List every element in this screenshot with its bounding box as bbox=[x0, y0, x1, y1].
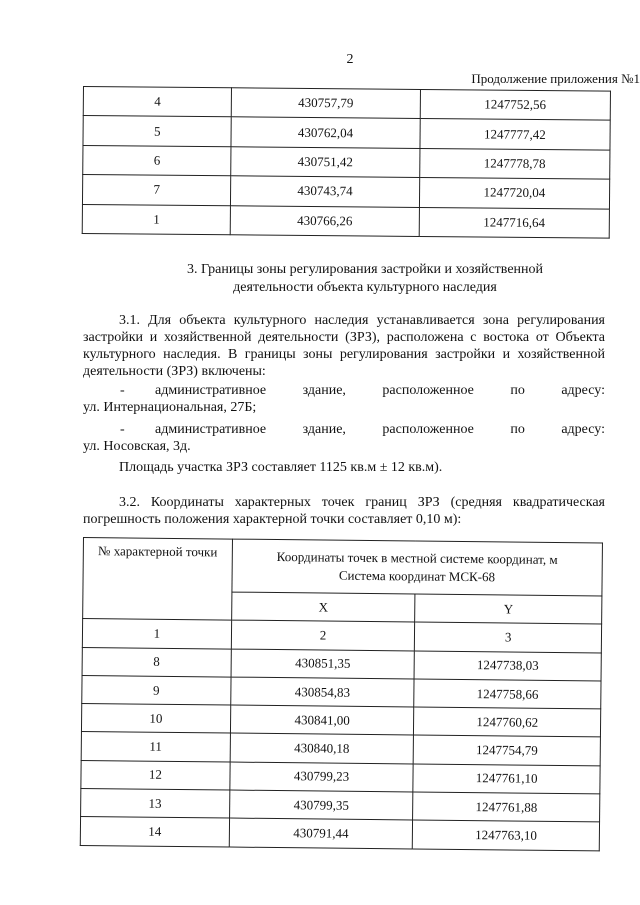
x-coordinate: 430762,04 bbox=[231, 117, 420, 148]
list-item: - административное здание, расположенное по адресу: ул. Интернациональная, 27Б; bbox=[83, 383, 605, 415]
x-header: X bbox=[231, 592, 415, 622]
point-number: 12 bbox=[81, 760, 230, 790]
point-number: 8 bbox=[82, 647, 231, 677]
address: ул. Носовская, 3д. bbox=[83, 439, 191, 454]
point-number: 4 bbox=[83, 87, 232, 118]
x-coordinate: 430799,23 bbox=[230, 762, 414, 792]
point-number: 6 bbox=[83, 145, 232, 176]
appendix-label: Продолжение приложения №1 bbox=[471, 71, 640, 86]
table-row bbox=[83, 116, 610, 150]
y-coordinate: 1247754,79 bbox=[414, 735, 601, 765]
list-dash: - bbox=[120, 422, 125, 437]
table-row bbox=[83, 145, 610, 179]
coordinates-table bbox=[80, 537, 603, 851]
section-heading bbox=[130, 261, 600, 297]
y-coordinate: 1247761,88 bbox=[413, 792, 600, 822]
table-header-row bbox=[83, 538, 603, 596]
point-number: 7 bbox=[82, 175, 231, 206]
area-statement: Площадь участка ЗРЗ составляет 1125 кв.м ± 12 кв.м). bbox=[119, 460, 443, 475]
point-number: 9 bbox=[82, 675, 231, 705]
x-coordinate: 430854,83 bbox=[230, 677, 414, 707]
y-coordinate: 1247716,64 bbox=[419, 207, 610, 238]
table-row bbox=[80, 817, 599, 851]
x-coordinate: 430841,00 bbox=[230, 705, 414, 735]
y-coordinate: 1247738,03 bbox=[414, 651, 601, 681]
coordinates-header: Координаты точек в местной системе координат, м Система координат МСК-68 bbox=[232, 539, 603, 596]
x-coordinate: 430766,26 bbox=[231, 205, 420, 236]
page-number: 2 bbox=[346, 52, 354, 67]
y-coordinate: 1247720,04 bbox=[419, 178, 610, 209]
y-coordinate: 1247778,78 bbox=[419, 148, 610, 179]
paragraph-3-2: 3.2. Координаты характерных точек границ ЗРЗ (средняя квадратическая погрешность положения характерной точки составляет 0,10 м): bbox=[83, 495, 605, 527]
list-dash: - bbox=[120, 383, 125, 398]
y-header: Y bbox=[415, 594, 602, 624]
x-coordinate: 430743,74 bbox=[231, 176, 420, 207]
y-coordinate: 1247752,56 bbox=[420, 89, 611, 120]
table-row bbox=[82, 175, 609, 209]
x-coordinate: 430757,79 bbox=[232, 88, 421, 119]
x-coordinate: 430799,35 bbox=[229, 790, 413, 820]
point-number: 11 bbox=[81, 732, 230, 762]
table-row bbox=[82, 204, 609, 238]
address: ул. Интернациональная, 27Б; bbox=[83, 400, 257, 415]
point-number-header: № характерной точки bbox=[83, 538, 233, 621]
y-coordinate: 1247758,66 bbox=[414, 679, 601, 709]
point-number: 13 bbox=[81, 789, 230, 819]
point-number: 10 bbox=[81, 704, 230, 734]
point-number: 5 bbox=[83, 116, 232, 147]
y-coordinate: 1247761,10 bbox=[413, 764, 600, 794]
column-numbering-row: 1 2 3 bbox=[82, 619, 601, 653]
section-heading-line2: деятельности объекта культурного наследия bbox=[233, 280, 497, 295]
paragraph-3-1: 3.1. Для объекта культурного наследия устанавливается зона регулирования застройки и хозяйственной деятельности (ЗРЗ), расположена с востока от Объекта культурного наследия. В границы зоны регулирования застройки и хозяйственной деятельности (ЗРЗ) включены: bbox=[83, 313, 605, 379]
coordinates-table-continued bbox=[82, 86, 611, 239]
section-heading-line1: 3. Границы зоны регулирования застройки и хозяйственной bbox=[186, 262, 544, 277]
y-coordinate: 1247760,62 bbox=[414, 707, 601, 737]
list-item: - административное здание, расположенное по адресу: ул. Носовская, 3д. bbox=[83, 422, 605, 454]
x-coordinate: 430751,42 bbox=[231, 147, 420, 178]
y-coordinate: 1247763,10 bbox=[413, 820, 600, 850]
point-number: 14 bbox=[80, 817, 229, 847]
x-coordinate: 430851,35 bbox=[231, 649, 415, 679]
x-coordinate: 430840,18 bbox=[230, 734, 414, 764]
table-row bbox=[83, 87, 610, 121]
point-number: 1 bbox=[82, 204, 231, 235]
y-coordinate: 1247777,42 bbox=[420, 119, 611, 150]
x-coordinate: 430791,44 bbox=[229, 818, 413, 848]
